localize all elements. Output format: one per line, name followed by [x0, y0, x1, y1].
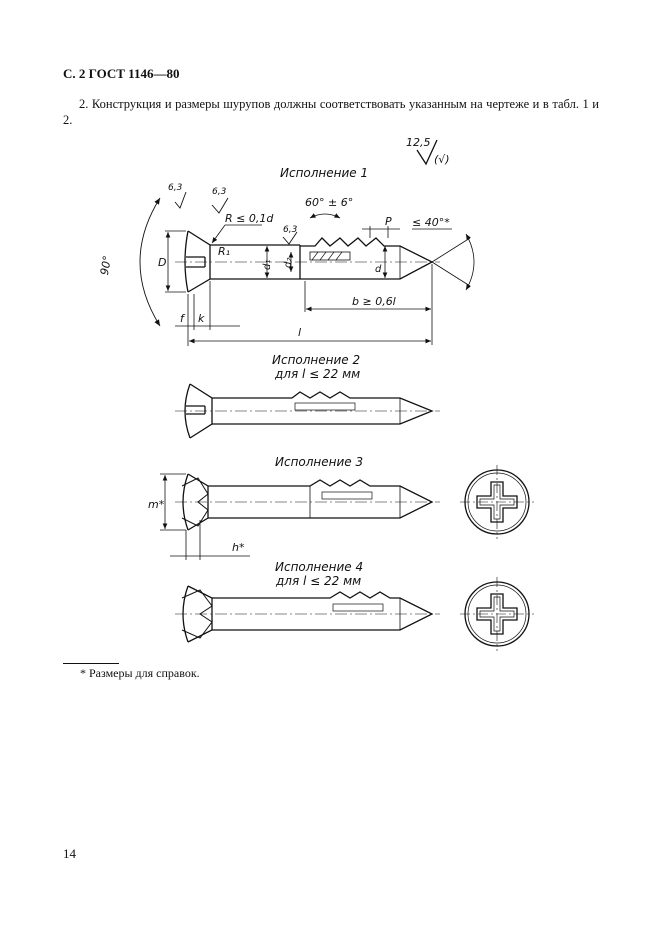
- variant-1-drawing: [98, 166, 474, 346]
- roughness-symbol: [406, 136, 450, 166]
- tip-angle-label: ≤ 40°*: [412, 216, 450, 229]
- l-label: l: [298, 326, 302, 339]
- r-max-label: R ≤ 0,1d: [225, 212, 274, 225]
- m-label: m*: [148, 498, 165, 511]
- b-label: b ≥ 0,6l: [352, 295, 396, 308]
- d1-label: d₁: [262, 259, 273, 270]
- footnote: * Размеры для справок.: [80, 666, 200, 680]
- rough-3: 6,3: [283, 225, 298, 235]
- D-label: D: [158, 256, 167, 269]
- variant-2-subtitle: для l ≤ 22 мм: [275, 367, 361, 381]
- p-label: P: [385, 215, 392, 228]
- page-header: С. 2 ГОСТ 1146—80: [63, 66, 180, 81]
- rough-1: 6,3: [168, 183, 183, 193]
- variant-3-title: Исполнение 3: [275, 455, 364, 469]
- f-label: f: [180, 312, 184, 325]
- page-number: 14: [63, 846, 76, 861]
- thread-angle-label: 60° ± 6°: [305, 196, 354, 209]
- k-label: k: [198, 312, 205, 325]
- variant-4-title: Исполнение 4: [275, 560, 364, 574]
- d2-label: d₂: [283, 257, 294, 268]
- variant-2-title: Исполнение 2: [272, 353, 361, 367]
- rough-2: 6,3: [212, 187, 227, 197]
- variant-4-drawing: [175, 560, 534, 651]
- h-label: h*: [232, 541, 245, 554]
- angle-90-label: 90°: [97, 254, 115, 277]
- roughness-check: (√): [434, 153, 450, 166]
- roughness-value: 12,5: [406, 136, 431, 149]
- d-label: d: [375, 264, 382, 275]
- variant-3-drawing: [148, 455, 534, 560]
- variant-4-subtitle: для l ≤ 22 мм: [276, 574, 362, 588]
- body-paragraph: 2. Конструкция и размеры шурупов должны соответствовать указанным на чертеже и в табл. 1 и 2.: [63, 97, 599, 127]
- footnote-divider: [63, 663, 119, 664]
- r1-label: R₁: [218, 245, 231, 258]
- variant-2-drawing: [175, 353, 440, 438]
- variant-1-title: Исполнение 1: [280, 166, 369, 180]
